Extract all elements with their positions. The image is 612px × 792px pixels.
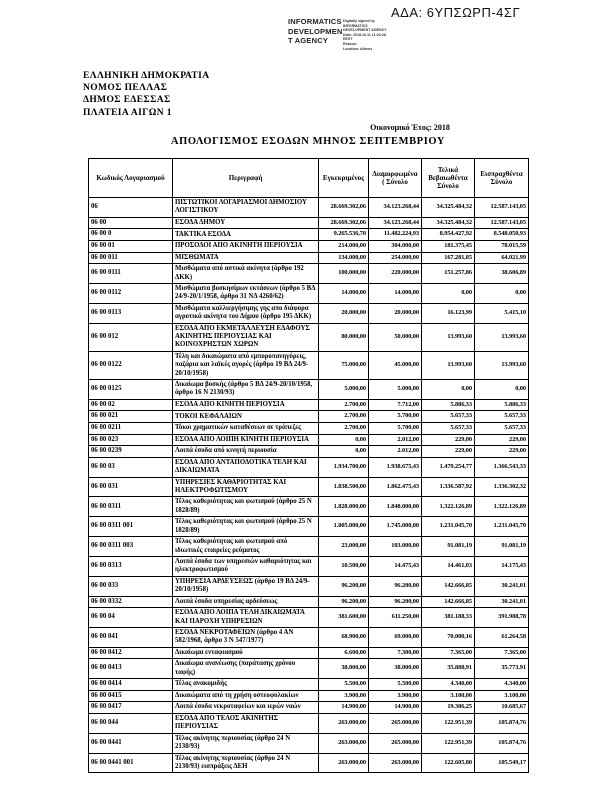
amount-cell: 64.021,99: [475, 252, 529, 264]
amount-cell: 45.000,00: [369, 351, 422, 379]
amount-cell: 34.123.268,44: [369, 217, 422, 229]
amount-cell: 61.264,58: [475, 627, 529, 647]
amount-cell: 10.685,67: [475, 702, 529, 714]
amount-cell: 103.000,00: [369, 537, 422, 557]
amount-cell: 181.375,45: [422, 241, 475, 253]
account-code-cell: 06 00 0415: [89, 690, 173, 702]
amount-cell: 14.900,00: [319, 702, 369, 714]
table-row: [89, 241, 529, 253]
text-line: ΠΛΑΤΕΙΑ ΑΙΓΩΝ 1: [83, 107, 172, 118]
amount-cell: 1.938.675,43: [369, 457, 422, 477]
amount-cell: 14.000,00: [319, 284, 369, 304]
amount-cell: 5.700,00: [369, 423, 422, 435]
amount-cell: 6.600,00: [319, 647, 369, 659]
text-line: INFORMATICS: [343, 23, 368, 28]
description-cell: ΤΑΚΤΙΚΑ ΕΣΟΔΑ: [173, 229, 319, 241]
account-code-cell: 06 00 0313: [89, 556, 173, 576]
account-code-cell: 06 00 02: [89, 399, 173, 411]
amount-cell: 12.587.143,05: [475, 198, 529, 218]
account-code-cell: 06 00 0211: [89, 423, 173, 435]
account-code-cell: 06 00 021: [89, 411, 173, 423]
amount-cell: 5.657,33: [422, 423, 475, 435]
amount-cell: 1.838.500,00: [319, 477, 369, 497]
amount-cell: 38.000,00: [319, 659, 369, 679]
amount-cell: 5.415,10: [475, 303, 529, 323]
amount-cell: 35.888,91: [422, 659, 475, 679]
amount-cell: 100.000,00: [319, 264, 369, 284]
description-cell: Λοιπά έσοδα από κινητή περιουσία: [173, 446, 319, 458]
col-header-adjusted-total: Διαμορφωμένα ( Σύνολο: [369, 159, 422, 198]
col-header-description: Περιγραφή: [173, 159, 319, 198]
table-row: [89, 477, 529, 497]
text-line: Date: 2018.10.11 11:20:28: [343, 32, 386, 37]
amount-cell: 0,00: [422, 284, 475, 304]
amount-cell: 0,00: [319, 446, 369, 458]
amount-cell: 1.479.254,77: [422, 457, 475, 477]
description-cell: ΕΣΟΔΑ ΑΠΟ ΛΟΙΠΑ ΤΕΛΗ ΔΙΚΑΙΩΜΑΤΑ ΚΑΙ ΠΑΡΟΧΗ ΥΠΗΡΕΣΙΩΝ: [173, 608, 319, 628]
table-row: [89, 217, 529, 229]
description-cell: Τόκοι χρηματικών καταθέσεων σε τράπεζες: [173, 423, 319, 435]
amount-cell: 381.600,00: [319, 608, 369, 628]
amount-cell: 19.306,25: [422, 702, 475, 714]
description-cell: Δικαίωμα ανανέωσης (παράτασης χρόνου ταφής): [173, 659, 319, 679]
description-cell: Λοιπά έσοδα των υπηρεσιών καθαριότητας και ηλεκτροφωτισμού: [173, 556, 319, 576]
table-row: [89, 596, 529, 608]
amount-cell: 23.000,00: [319, 537, 369, 557]
amount-cell: 38.606,89: [475, 264, 529, 284]
amount-cell: 1.336.587,92: [422, 477, 475, 497]
description-cell: Δικαιώματα από τη χρήση οστεοφυλακίων: [173, 690, 319, 702]
amount-cell: 28.669.302,06: [319, 198, 369, 218]
amount-cell: 5.886,33: [475, 399, 529, 411]
table-row: [89, 497, 529, 517]
amount-cell: 0,00: [422, 380, 475, 400]
table-row: [89, 753, 529, 773]
amount-cell: 9.265.536,70: [319, 229, 369, 241]
amount-cell: 1.366.543,33: [475, 457, 529, 477]
text-line: DEVELOPMEN: [288, 26, 343, 36]
amount-cell: 14.000,00: [369, 284, 422, 304]
account-code-cell: 06 00 0412: [89, 647, 173, 659]
amount-cell: 1.336.302,32: [475, 477, 529, 497]
amount-cell: 70.000,16: [422, 627, 475, 647]
description-cell: Τέλος ακίνητης περιουσίας (άρθρο 24 Ν 2130/93): [173, 733, 319, 753]
amount-cell: 263.000,00: [319, 753, 369, 773]
amount-cell: 0,00: [475, 284, 529, 304]
amount-cell: 1.745.000,00: [369, 517, 422, 537]
amount-cell: 5.657,33: [475, 411, 529, 423]
amount-cell: 7.712,00: [369, 399, 422, 411]
account-code-cell: 06 00 0112: [89, 284, 173, 304]
amount-cell: 611.250,00: [369, 608, 422, 628]
amount-cell: 34.325.484,32: [422, 198, 475, 218]
description-cell: Τέλος ανακομιδής: [173, 679, 319, 691]
amount-cell: 122.951,39: [422, 713, 475, 733]
amount-cell: 78.015,59: [475, 241, 529, 253]
amount-cell: 220.000,00: [369, 264, 422, 284]
description-cell: Λοιπά έσοδα νεκροταφείων και ιερών ναών: [173, 702, 319, 714]
description-cell: ΥΠΗΡΕΣΙΕΣ ΚΑΘΑΡΙΟΤΗΤΑΣ ΚΑΙ ΗΛΕΚΤΡΟΦΩΤΙΣΜΟΥ: [173, 477, 319, 497]
signature-agency-name: [288, 17, 344, 46]
account-code-cell: 06 00 0414: [89, 679, 173, 691]
amount-cell: 1.322.126,89: [422, 497, 475, 517]
description-cell: ΕΣΟΔΑ ΑΠΟ ΕΚΜΕΤΑΛΛΕΥΣΗ ΕΔΑΦΟΥΣ ΑΚΙΝΗΤΗΣ ΠΕΡΙΟΥΣΙΑΣ ΚΑΙ ΚΟΙΝΟΧΡΗΣΤΩΝ ΧΩΡΩΝ: [173, 323, 319, 351]
amount-cell: 75.000,00: [319, 351, 369, 379]
description-cell: ΜΙΣΘΩΜΑΤΑ: [173, 252, 319, 264]
description-cell: Μισθώματα βοσκησίμων εκτάσεων (άρθρο 5 ΒΔ 24/9-20/1/1958, άρθρο 31 ΝΔ 4260/62): [173, 284, 319, 304]
amount-cell: 14.900,00: [369, 702, 422, 714]
amount-cell: 38.000,00: [369, 659, 422, 679]
table-row: [89, 323, 529, 351]
description-cell: Μισθώματα καλλιεργήσιμης γης απο διάφορα αγροτικά ακίνητα του Δήμου (άρθρο 195 ΔΚΚ): [173, 303, 319, 323]
amount-cell: 30.241,01: [475, 576, 529, 596]
amount-cell: 5.700,00: [369, 411, 422, 423]
account-code-cell: 06 00 0111: [89, 264, 173, 284]
amount-cell: 381.188,33: [422, 608, 475, 628]
amount-cell: 5.000,00: [369, 380, 422, 400]
description-cell: Λοιπά έσοδα υπηρεσίας αρδεύσεως: [173, 596, 319, 608]
amount-cell: 391.988,78: [475, 608, 529, 628]
amount-cell: 28.669.302,06: [319, 217, 369, 229]
description-cell: ΤΟΚΟΙ ΚΕΦΑΛΑΙΩΝ: [173, 411, 319, 423]
table-row: [89, 457, 529, 477]
text-line: T AGENCY: [288, 36, 329, 45]
amount-cell: 30.241,01: [475, 596, 529, 608]
text-line: ΝΟΜΟΣ ΠΕΛΛΑΣ: [83, 83, 168, 94]
amount-cell: 122.951,39: [422, 733, 475, 753]
account-code-cell: 06 00 0441 001: [89, 753, 173, 773]
amount-cell: 13.993,60: [422, 351, 475, 379]
account-code-cell: 06 00 0441: [89, 733, 173, 753]
amount-cell: 151.257,86: [422, 264, 475, 284]
table-row: [89, 399, 529, 411]
description-cell: Τέλη και δικαιώματα από εμποροπανηγύρεις, παζάρια και λαϊκές αγορές (άρθρο 19 ΒΔ 24/9-20/10/1958): [173, 351, 319, 379]
description-cell: ΕΣΟΔΑ ΑΠΟ ΛΟΙΠΗ ΚΙΝΗΤΗ ΠΕΡΙΟΥΣΙΑ: [173, 434, 319, 446]
amount-cell: 1.828.000,00: [319, 497, 369, 517]
account-code-cell: 06 00 023: [89, 434, 173, 446]
amount-cell: 16.123,99: [422, 303, 475, 323]
amount-cell: 2.700,00: [319, 411, 369, 423]
table-row: [89, 252, 529, 264]
amount-cell: 0,00: [319, 434, 369, 446]
table-row: [89, 647, 529, 659]
amount-cell: 4.340,00: [422, 679, 475, 691]
description-cell: ΕΣΟΔΑ ΑΠΟ ΑΝΤΑΠΟΔΟΤΙΚΑ ΤΕΛΗ ΚΑΙ ΔΙΚΑΙΩΜΑΤΑ: [173, 457, 319, 477]
letterhead: [83, 70, 209, 119]
amount-cell: 69.000,00: [369, 627, 422, 647]
description-cell: ΕΣΟΔΑ ΔΗΜΟΥ: [173, 217, 319, 229]
amount-cell: 2.700,00: [319, 399, 369, 411]
amount-cell: 3.100,00: [475, 690, 529, 702]
amount-cell: 167.281,85: [422, 252, 475, 264]
table-row: [89, 659, 529, 679]
amount-cell: 13.993,60: [475, 351, 529, 379]
table-row: [89, 627, 529, 647]
col-header-account-code: Κωδικός Λογαριασμού: [89, 159, 173, 198]
fiscal-year-label: Οικονομικό Έτος: 2018: [370, 123, 450, 132]
table-row: [89, 446, 529, 458]
amount-cell: 304.000,00: [369, 241, 422, 253]
amount-cell: 96.200,00: [319, 576, 369, 596]
amount-cell: 229,00: [422, 446, 475, 458]
text-line: Reason:: [343, 41, 358, 46]
table-row: [89, 690, 529, 702]
amount-cell: 229,00: [475, 446, 529, 458]
amount-cell: 3.900,00: [319, 690, 369, 702]
amount-cell: 5.657,33: [475, 423, 529, 435]
account-code-cell: 06 00 0332: [89, 596, 173, 608]
amount-cell: 263.000,00: [369, 753, 422, 773]
amount-cell: 122.605,80: [422, 753, 475, 773]
amount-cell: 4.340,00: [475, 679, 529, 691]
text-line: Digitally signed by: [343, 19, 375, 23]
ada-number: ΑΔΑ: 6ΥΠΣΩΡΠ-4ΣΓ: [391, 5, 521, 20]
amount-cell: 10.500,00: [319, 556, 369, 576]
table-row: [89, 713, 529, 733]
table-row: [89, 679, 529, 691]
account-code-cell: 06 00 0125: [89, 380, 173, 400]
description-cell: Τέλος καθεριότητας και φωτισμού (άρθρο 25 Ν 1828/89): [173, 517, 319, 537]
description-cell: ΠΡΟΣΟΔΟΙ ΑΠΟ ΑΚΙΝΗΤΗ ΠΕΡΙΟΥΣΙΑ: [173, 241, 319, 253]
text-line: EEST: [343, 37, 353, 42]
amount-cell: 105.549,17: [475, 753, 529, 773]
table-row: [89, 517, 529, 537]
account-code-cell: 06 00 0413: [89, 659, 173, 679]
amount-cell: 91.081,19: [475, 537, 529, 557]
account-code-cell: 06: [89, 198, 173, 218]
amount-cell: 1.322.126,89: [475, 497, 529, 517]
amount-cell: 254.000,00: [369, 252, 422, 264]
account-code-cell: 06 00 0: [89, 229, 173, 241]
account-code-cell: 06 00: [89, 217, 173, 229]
amount-cell: 1.862.475,43: [369, 477, 422, 497]
amount-cell: 2.012,00: [369, 446, 422, 458]
text-line: ΔΗΜΟΣ ΕΔΕΣΣΑΣ: [83, 95, 171, 106]
description-cell: Τέλος καθεριότητας και φωτισμού (άρθρο 25 Ν 1828/89): [173, 497, 319, 517]
description-cell: ΕΣΟΔΑ ΑΠΟ ΤΕΛΟΣ ΑΚΙΝΗΤΗΣ ΠΕΡΙΟΥΣΙΑΣ: [173, 713, 319, 733]
text-line: DEVELOPMENT AGENCY: [343, 28, 387, 33]
account-code-cell: 06 00 0239: [89, 446, 173, 458]
table-row: [89, 423, 529, 435]
amount-cell: 8.954.427,92: [422, 229, 475, 241]
amount-cell: 105.874,76: [475, 713, 529, 733]
table-row: [89, 303, 529, 323]
account-code-cell: 06 00 0113: [89, 303, 173, 323]
table-row: [89, 229, 529, 241]
amount-cell: 229,00: [475, 434, 529, 446]
amount-cell: 80.000,00: [319, 323, 369, 351]
table-header: [89, 159, 529, 198]
amount-cell: 142.666,85: [422, 596, 475, 608]
text-line: INFORMATICS: [288, 17, 342, 26]
amount-cell: 14.175,43: [475, 556, 529, 576]
account-code-cell: 06 00 0311: [89, 497, 173, 517]
account-code-cell: 06 00 041: [89, 627, 173, 647]
table-row: [89, 537, 529, 557]
table-header-row: [89, 159, 529, 198]
description-cell: ΠΙΣΤΩΤΙΚΟΙ ΛΟΓΑΡΙΑΣΜΟΙ ΔΗΜΟΣΙΟΥ ΛΟΓΙΣΤΙΚΟΥ: [173, 198, 319, 218]
account-code-cell: 06 00 04: [89, 608, 173, 628]
amount-cell: 12.587.143,05: [475, 217, 529, 229]
table-row: [89, 411, 529, 423]
amount-cell: 5.000,00: [319, 380, 369, 400]
description-cell: Τέλος ακίνητης περιουσίας (άρθρο 24 Ν 2130/93) εισπράξεις ΔΕΗ: [173, 753, 319, 773]
amount-cell: 50.000,00: [369, 323, 422, 351]
col-header-approved: Εγκεκριμένος: [319, 159, 369, 198]
amount-cell: 96.200,00: [369, 596, 422, 608]
amount-cell: 3.100,00: [422, 690, 475, 702]
amount-cell: 214.000,00: [319, 241, 369, 253]
amount-cell: 1.848.000,00: [369, 497, 422, 517]
account-code-cell: 06 00 011: [89, 252, 173, 264]
account-code-cell: 06 00 0122: [89, 351, 173, 379]
account-code-cell: 06 00 031: [89, 477, 173, 497]
amount-cell: 7.365,00: [475, 647, 529, 659]
amount-cell: 14.461,03: [422, 556, 475, 576]
table-row: [89, 733, 529, 753]
amount-cell: 265.000,00: [369, 713, 422, 733]
description-cell: ΕΣΟΔΑ ΑΠΟ ΚΙΝΗΤΗ ΠΕΡΙΟΥΣΙΑ: [173, 399, 319, 411]
amount-cell: 263.000,00: [319, 713, 369, 733]
amount-cell: 1.231.045,70: [422, 517, 475, 537]
amount-cell: 3.900,00: [369, 690, 422, 702]
col-header-collected-total: Εισπραχθέντα Σύνολο: [475, 159, 529, 198]
table-row: [89, 284, 529, 304]
amount-cell: 142.666,85: [422, 576, 475, 596]
amount-cell: 68.900,00: [319, 627, 369, 647]
table-row: [89, 608, 529, 628]
table-row: [89, 198, 529, 218]
amount-cell: 105.874,76: [475, 733, 529, 753]
amount-cell: 96.200,00: [369, 576, 422, 596]
amount-cell: 11.482.224,93: [369, 229, 422, 241]
table-row: [89, 434, 529, 446]
col-header-certified-total: Τελικά Βεβαιωθέντα Σύνολο: [422, 159, 475, 198]
amount-cell: 7.365,00: [422, 647, 475, 659]
amount-cell: 229,00: [422, 434, 475, 446]
amount-cell: 1.805.000,00: [319, 517, 369, 537]
table-row: [89, 556, 529, 576]
amount-cell: 91.081,19: [422, 537, 475, 557]
amount-cell: 5.886,33: [422, 399, 475, 411]
amount-cell: 1.934.700,00: [319, 457, 369, 477]
amount-cell: 134.000,00: [319, 252, 369, 264]
amount-cell: 2.700,00: [319, 423, 369, 435]
amount-cell: 8.548.050,93: [475, 229, 529, 241]
table-row: [89, 351, 529, 379]
amount-cell: 20.000,00: [319, 303, 369, 323]
amount-cell: 13.993,60: [422, 323, 475, 351]
account-code-cell: 06 00 033: [89, 576, 173, 596]
table-row: [89, 576, 529, 596]
description-cell: ΕΣΟΔΑ ΝΕΚΡΟΤΑΦΕΙΩΝ (άρθρο 4 ΑΝ 582/1968, άρθρο 3 Ν 547/1977): [173, 627, 319, 647]
amount-cell: 0,00: [475, 380, 529, 400]
account-code-cell: 06 00 0417: [89, 702, 173, 714]
amount-cell: 34.123.268,44: [369, 198, 422, 218]
account-code-cell: 06 00 044: [89, 713, 173, 733]
amount-cell: 5.500,00: [319, 679, 369, 691]
account-code-cell: 06 00 01: [89, 241, 173, 253]
text-line: ΕΛΛΗΝΙΚΗ ΔΗΜΟΚΡΑΤΙΑ: [83, 71, 210, 81]
amount-cell: 2.012,00: [369, 434, 422, 446]
amount-cell: 20.000,00: [369, 303, 422, 323]
description-cell: ΥΠΗΡΕΣΙΑ ΑΡΔΕΥΣΕΩΣ (άρθρο 19 ΒΔ 24/9-20/10/1958): [173, 576, 319, 596]
amount-cell: 35.773,91: [475, 659, 529, 679]
description-cell: Δικαίωμα ενταφιασμού: [173, 647, 319, 659]
amount-cell: 96.200,00: [319, 596, 369, 608]
page-title: ΑΠΟΛΟΓΙΣΜΟΣ ΕΣΟΔΩΝ ΜΗΝΟΣ ΣΕΠΤΕΜΒΡΙΟΥ: [170, 136, 446, 147]
amount-cell: 5.500,00: [369, 679, 422, 691]
revenue-report-table: [88, 158, 529, 773]
amount-cell: 34.325.484,32: [422, 217, 475, 229]
table-row: [89, 380, 529, 400]
description-cell: Μισθώματα από αστικά ακίνητα (άρθρο 192 ΔΚΚ): [173, 264, 319, 284]
account-code-cell: 06 00 03: [89, 457, 173, 477]
amount-cell: 14.475,43: [369, 556, 422, 576]
account-code-cell: 06 00 012: [89, 323, 173, 351]
amount-cell: 7.300,00: [369, 647, 422, 659]
account-code-cell: 06 00 0311 001: [89, 517, 173, 537]
amount-cell: 5.657,33: [422, 411, 475, 423]
amount-cell: 265.000,00: [369, 733, 422, 753]
account-code-cell: 06 00 0311 003: [89, 537, 173, 557]
amount-cell: 13.993,60: [475, 323, 529, 351]
text-line: Location: Athens: [343, 46, 373, 51]
description-cell: Δικαίωμα βοσκής (άρθρο 5 ΒΔ 24/9-20/10/1958, άρθρο 16 Ν 2130/93): [173, 380, 319, 400]
amount-cell: 263.000,00: [319, 733, 369, 753]
table-row: [89, 702, 529, 714]
table-row: [89, 264, 529, 284]
report-table-body: [89, 198, 529, 773]
amount-cell: 1.231.045,70: [475, 517, 529, 537]
description-cell: Τέλος καθεριότητας και φωτισμού από ιδιωτικές εταιρείες ρεύματος: [173, 537, 319, 557]
signature-details: [343, 19, 407, 51]
